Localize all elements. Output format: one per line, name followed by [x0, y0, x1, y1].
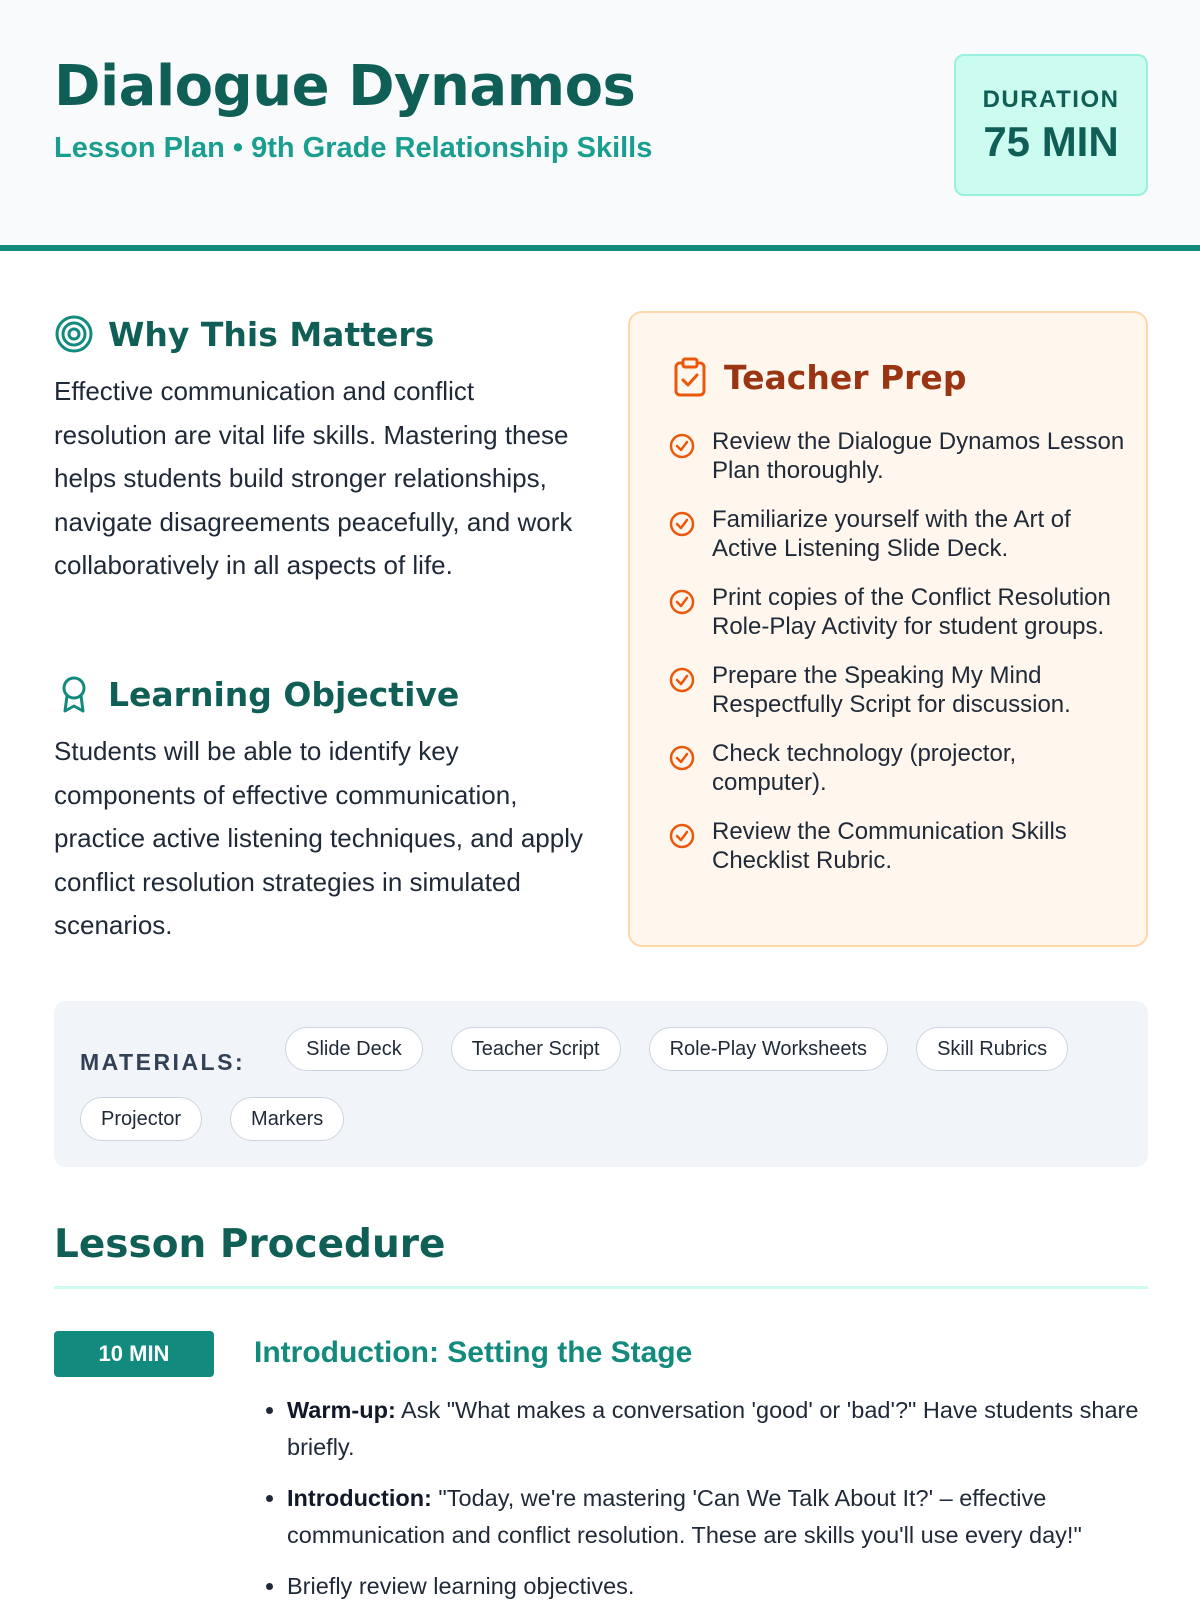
- target-icon: [54, 314, 94, 354]
- prep-item: [668, 817, 1128, 875]
- prep-item: [668, 661, 1128, 719]
- duration-label: DURATION: [982, 86, 1120, 113]
- step-bullet-list: [287, 1392, 1147, 1619]
- procedure-divider: [54, 1286, 1148, 1289]
- step-time-badge: 10 MIN: [54, 1331, 214, 1377]
- check-circle-icon: [668, 588, 696, 623]
- lesson-header: [0, 0, 1200, 251]
- check-circle-icon: [668, 744, 696, 779]
- prep-item-text: Check technology (projector, computer).: [712, 740, 1017, 796]
- material-chip: Teacher Script: [451, 1027, 621, 1071]
- duration-badge: [954, 54, 1148, 196]
- bullet-text: Ask "What makes a conversation 'good' or 'bad'?" Have students share briefly.: [287, 1397, 1139, 1460]
- bullet-label: Warm-up:: [287, 1397, 396, 1423]
- procedure-title: Lesson Procedure: [54, 1222, 446, 1267]
- page-subtitle: Lesson Plan • 9th Grade Relationship Skills: [54, 132, 653, 164]
- objective-section-heading: [54, 674, 459, 714]
- prep-item: [668, 427, 1128, 485]
- prep-list: [668, 427, 1128, 895]
- prep-item: [668, 739, 1128, 797]
- step-bullet: [287, 1480, 1147, 1554]
- materials-label: MATERIALS:: [80, 1049, 246, 1075]
- why-section-heading: [54, 314, 434, 354]
- material-chip: Role-Play Worksheets: [649, 1027, 888, 1071]
- prep-item-text: Review the Communication Skills Checklist Rubric.: [712, 818, 1067, 874]
- objective-text: Students will be able to identify key components of effective communication, practice active listening techniques, and apply conflict resolution strategies in simulated scenarios.: [54, 736, 583, 940]
- prep-item-text: Familiarize yourself with the Art of Active Listening Slide Deck.: [712, 506, 1071, 562]
- check-circle-icon: [668, 822, 696, 857]
- bullet-text: "Today, we're mastering 'Can We Talk About It?' – effective communication and conflict resolution. These are skills you'll use every day!": [287, 1485, 1082, 1548]
- step-title: Introduction: Setting the Stage: [254, 1336, 693, 1369]
- prep-item: [668, 505, 1128, 563]
- material-chip: Slide Deck: [285, 1027, 423, 1071]
- step-bullet: [287, 1392, 1147, 1466]
- step-bullet: [287, 1568, 1147, 1605]
- award-ribbon-icon: [54, 674, 94, 714]
- material-chip: Markers: [230, 1097, 344, 1141]
- check-circle-icon: [668, 666, 696, 701]
- prep-item-text: Prepare the Speaking My Mind Respectfully Script for discussion.: [712, 662, 1071, 718]
- why-heading: Why This Matters: [108, 314, 435, 354]
- prep-section-heading: [672, 357, 966, 397]
- bullet-label: Introduction:: [287, 1485, 432, 1511]
- page-title: Dialogue Dynamos: [54, 54, 636, 119]
- prep-item: [668, 583, 1128, 641]
- prep-heading: Teacher Prep: [724, 357, 967, 397]
- clipboard-check-icon: [672, 357, 708, 397]
- duration-value: 75 MIN: [983, 118, 1119, 165]
- check-circle-icon: [668, 432, 696, 467]
- materials-panel: [54, 1001, 1148, 1167]
- objective-heading: Learning Objective: [108, 674, 460, 714]
- material-chip: Skill Rubrics: [916, 1027, 1068, 1071]
- teacher-prep-card: [628, 311, 1148, 947]
- prep-item-text: Review the Dialogue Dynamos Lesson Plan thoroughly.: [712, 428, 1125, 484]
- material-chip: Projector: [80, 1097, 202, 1141]
- bullet-text: Briefly review learning objectives.: [287, 1573, 635, 1599]
- why-text: Effective communication and conflict resolution are vital life skills. Mastering these helps students build stronger relationships, navigate disagreements peacefully, and work collaboratively in all aspects of life.: [54, 376, 573, 580]
- check-circle-icon: [668, 510, 696, 545]
- prep-item-text: Print copies of the Conflict Resolution Role-Play Activity for student groups.: [712, 584, 1111, 640]
